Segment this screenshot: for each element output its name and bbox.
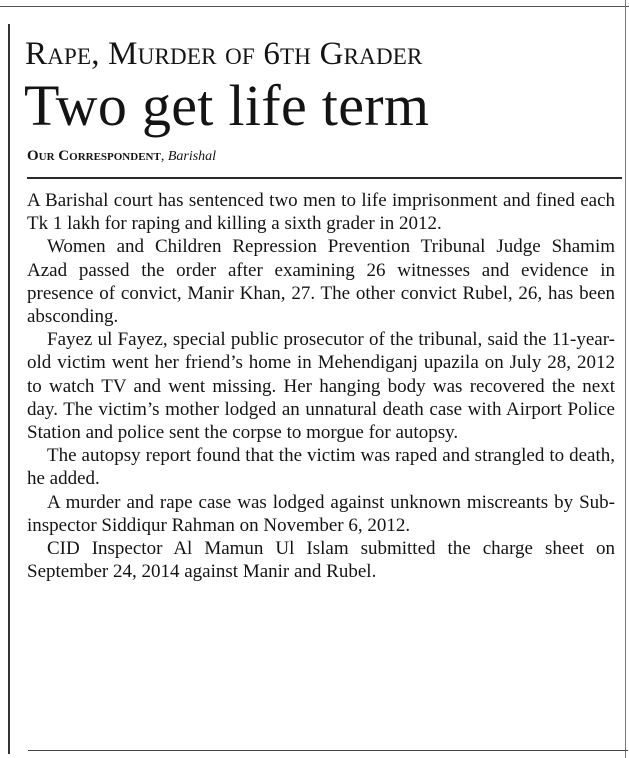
article-paragraph: Fayez ul Fayez, special public prosecutor of the tribunal, said the 11-year-old victim went her friend’s home in Mehendiganj upazila on July 28, 2012 to watch TV and went missing. Her hanging body was recovered the next day. The victim’s mother lodged an unnatural death case with Airport Police Station and police sent the corpse to morgue for autopsy. xyxy=(27,329,615,444)
article-headline: Two get life term xyxy=(24,73,430,138)
byline-separator: , xyxy=(160,149,168,164)
article-paragraph: Women and Children Repression Prevention Tribunal Judge Shamim Azad passed the order after examining 26 witnesses and evidence in presence of convict, Manir Khan, 27. The other convict Rubel, 26, has been absconding. xyxy=(27,236,615,328)
byline xyxy=(27,147,216,166)
article-paragraph: The autopsy report found that the victim was raped and strangled to death, he added. xyxy=(27,445,615,490)
article-body xyxy=(27,189,615,583)
article-kicker: Rape, Murder of 6th Grader xyxy=(25,36,423,72)
frame-right-border xyxy=(625,0,626,758)
frame-bottom-border xyxy=(28,750,628,751)
article-paragraph: CID Inspector Al Mamun Ul Islam submitted the charge sheet on September 24, 2014 against Manir and Rubel. xyxy=(27,538,615,583)
article-paragraph: A murder and rape case was lodged against unknown miscreants by Sub-inspector Siddiqur Rahman on November 6, 2012. xyxy=(27,491,615,536)
article-paragraph: A Barishal court has sentenced two men to life imprisonment and fined each Tk 1 lakh for raping and killing a sixth grader in 2012. xyxy=(27,190,615,235)
byline-place: Barishal xyxy=(167,149,217,164)
frame-top-border xyxy=(0,6,629,7)
frame-left-border xyxy=(8,24,10,754)
headline-rule xyxy=(27,177,622,179)
byline-author: Our Correspondent xyxy=(27,148,161,164)
